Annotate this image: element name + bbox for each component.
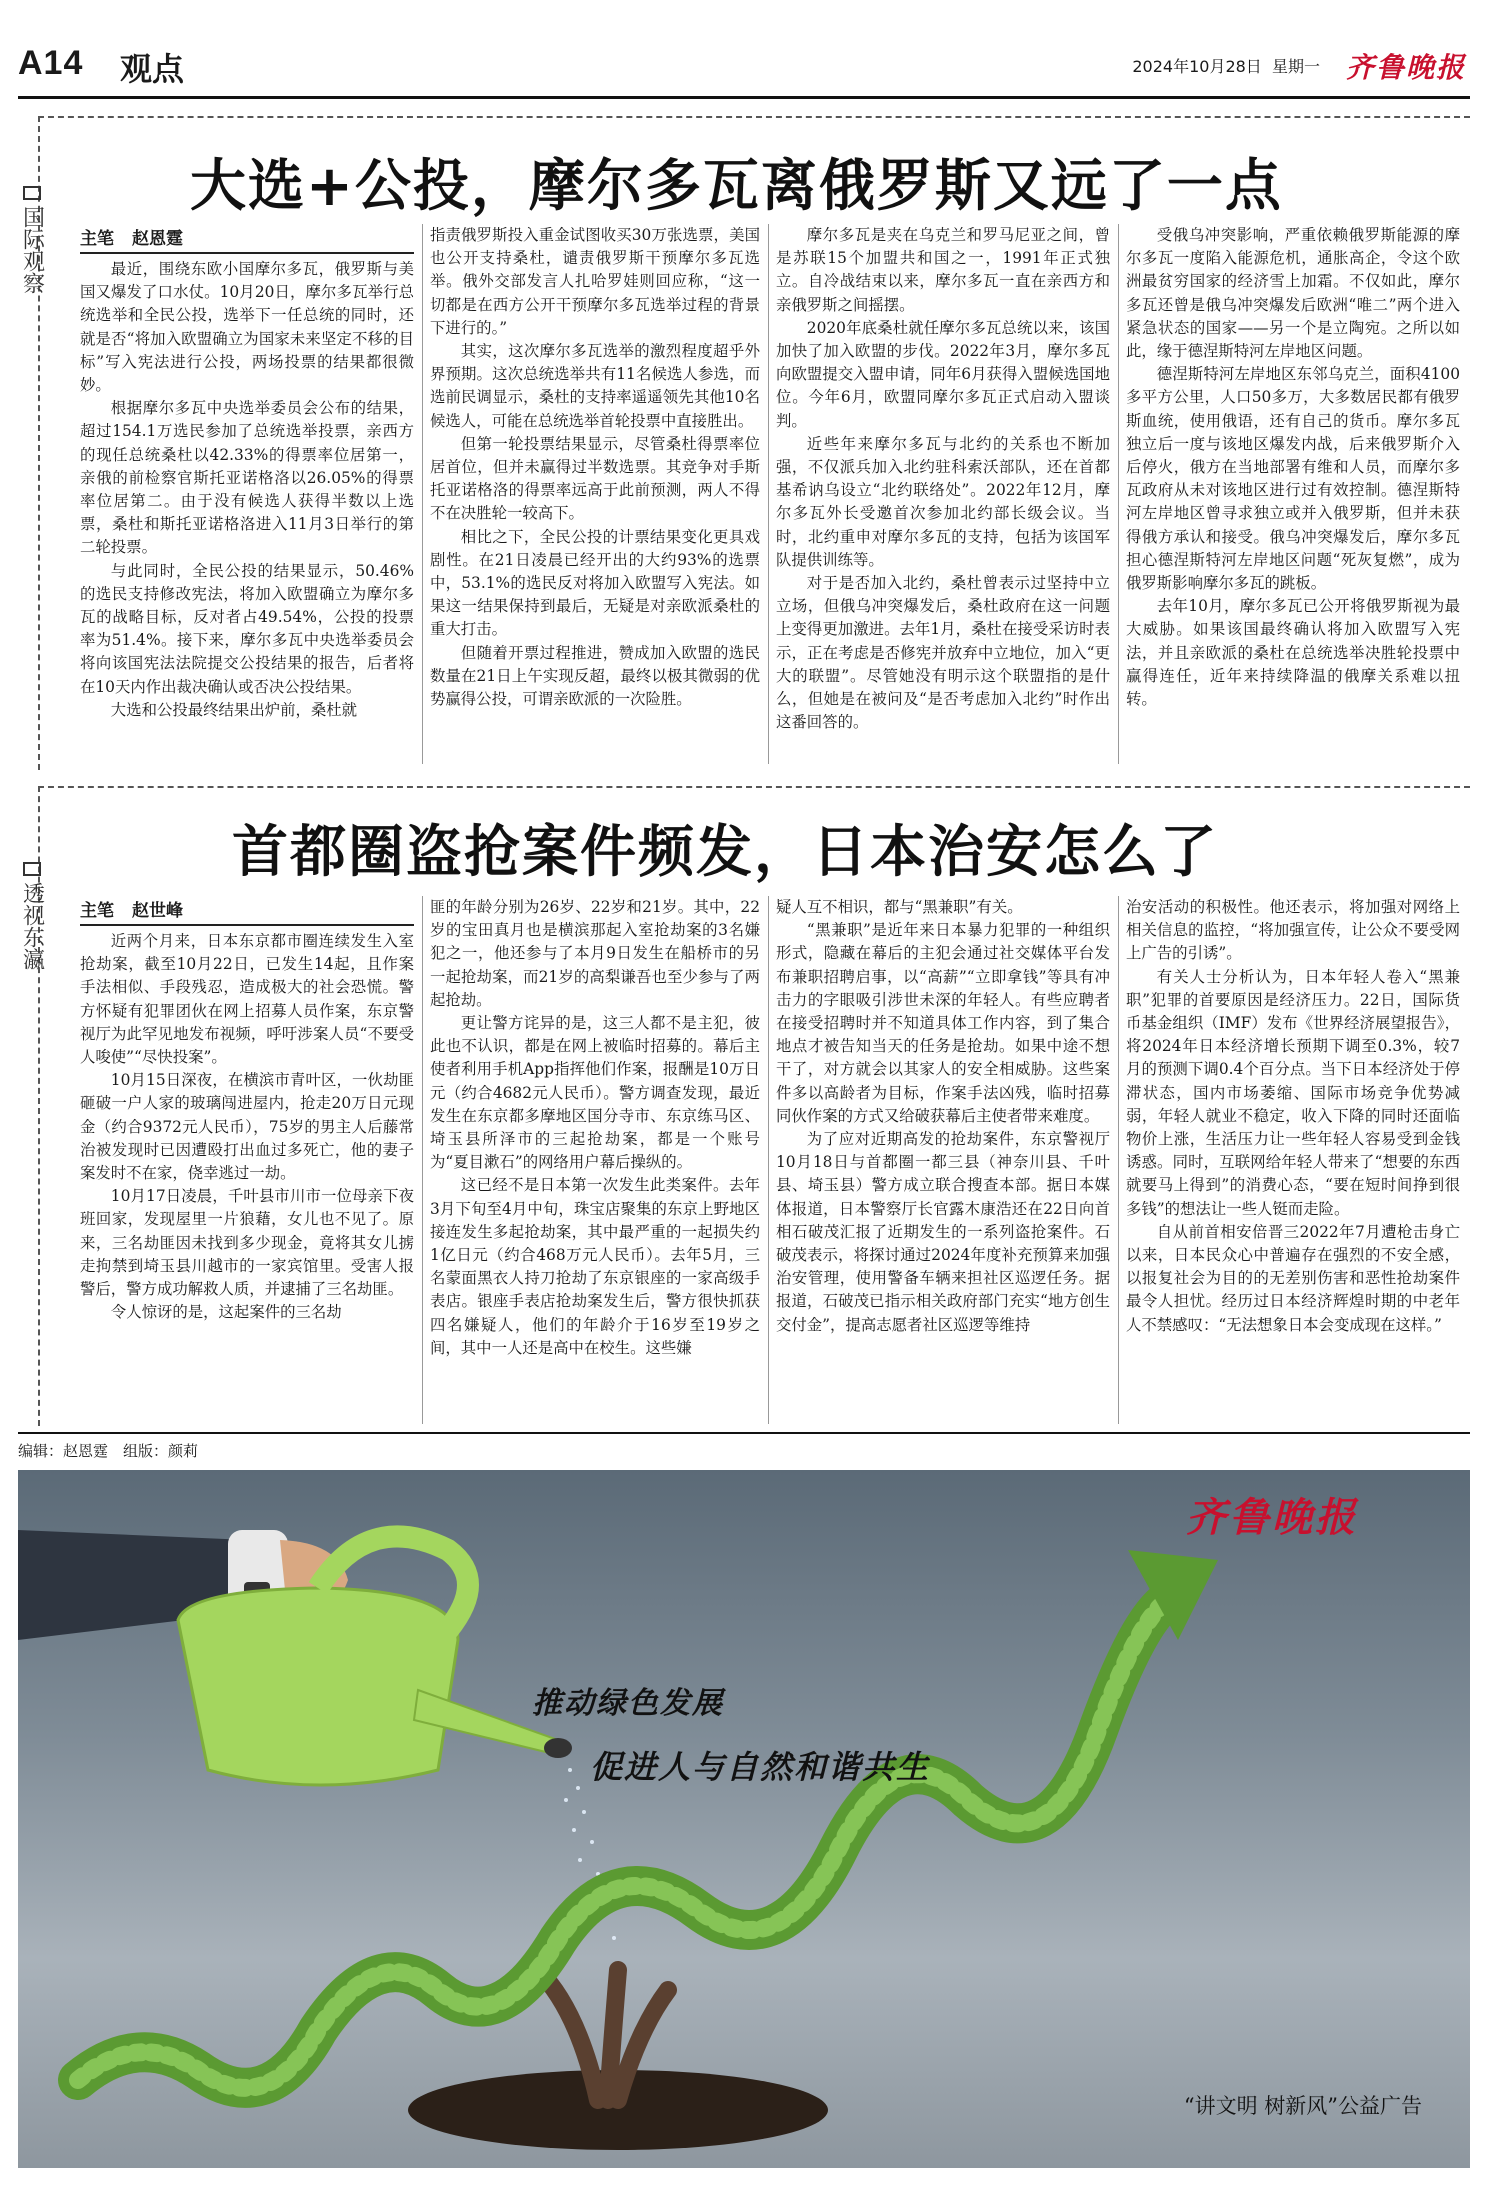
paragraph: 近两个月来，日本东京都市圈连续发生入室抢劫案，截至10月22日，已发生14起，且作案手法相似、手段残忍，造成极大的社会恐慌。警方怀疑有犯罪团伙在网上招募人员作案，东京警视厅为此罕见地发布视频，呼吁涉案人员“不要受人唆使”“尽快投案”。 bbox=[80, 932, 414, 1067]
paragraph: 匪的年龄分别为26岁、22岁和21岁。其中，22岁的宝田真月也是横滨那起入室抢劫案的3名嫌犯之一，他还参与了本月9日发生在船桥市的另一起抢劫案，而21岁的高梨谦吾也至少参与了两起抢劫。 bbox=[430, 898, 760, 1009]
weekday-text: 星期一 bbox=[1271, 57, 1320, 76]
article1-headline: 大选+公投，摩尔多瓦离俄罗斯又远了一点 bbox=[190, 154, 1283, 219]
paragraph: 受俄乌冲突影响，严重依赖俄罗斯能源的摩尔多瓦一度陷入能源危机，通胀高企，令这个欧洲最贫穷国家的经济雪上加霜。不仅如此，摩尔多瓦还曾是俄乌冲突爆发后欧洲“唯二”两个进入紧急状态的国家——另一个是立陶宛。之所以如此，缘于德涅斯特河左岸地区问题。 bbox=[1126, 226, 1460, 361]
ad-illustration bbox=[18, 1470, 1470, 2168]
paragraph: 指责俄罗斯投入重金试图收买30万张选票，美国也公开支持桑杜，谴责俄罗斯干预摩尔多瓦选举。俄外交部发言人扎哈罗娃则回应称，“这一切都是在西方公开干预摩尔多瓦选举过程的背景下进行的。” bbox=[430, 226, 760, 337]
article2-column-4 bbox=[1126, 896, 1460, 1424]
issue-date bbox=[1132, 54, 1320, 77]
paragraph: 摩尔多瓦是夹在乌克兰和罗马尼亚之间，曾是苏联15个加盟共和国之一，1991年正式独立。自冷战结束以来，摩尔多瓦一直在亲西方和亲俄罗斯之间摇摆。 bbox=[776, 226, 1110, 314]
article1-column-1 bbox=[80, 258, 414, 764]
article2-byline bbox=[80, 896, 414, 926]
label-box-icon bbox=[23, 862, 41, 876]
article2-column-1 bbox=[80, 930, 414, 1424]
paragraph: 相比之下，全民公投的计票结果变化更具戏剧性。在21日凌晨已经开出的大约93%的选票中，53.1%的选民反对将加入欧盟写入宪法。如果这一结果保持到最后，无疑是对亲欧派桑杜的重大打击。 bbox=[430, 527, 760, 639]
paragraph: 疑人互不相识，都与“黑兼职”有关。 bbox=[776, 898, 1023, 916]
byline-name: 赵世峰 bbox=[132, 901, 183, 921]
paragraph: 更让警方诧异的是，这三人都不是主犯，彼此也不认识，都是在网上被临时招募的。幕后主使者利用手机App指挥他们作案，报酬是10万日元（约合4682元人民币）。警方调查发现，最近发生在东京都多摩地区国分寺市、东京练马区、埼玉县所泽市的三起抢劫案，都是一个账号为“夏目漱石”的网络用户幕后操纵的。 bbox=[430, 1014, 760, 1172]
paragraph: 治安活动的积极性。他还表示，将加强对网络上相关信息的监控，“将加强宣传，让公众不要受网上广告的引诱”。 bbox=[1126, 898, 1460, 963]
spout-nozzle bbox=[544, 1738, 572, 1758]
paragraph: 近些年来摩尔多瓦与北约的关系也不断加强，不仅派兵加入北约驻科索沃部队，还在首都基希讷乌设立“北约联络处”。2022年12月，摩尔多瓦外长受邀首次参加北约部长级会议。当时，北约重申对摩尔多瓦的支持，包括为该国军队提供训练等。 bbox=[776, 434, 1110, 569]
paragraph: 大选和公投最终结果出炉前，桑杜就 bbox=[110, 700, 358, 719]
column-divider bbox=[768, 896, 769, 1424]
paragraph: 10月15日深夜，在横滨市青叶区，一伙劫匪砸破一户人家的玻璃闯进屋内，抢走20万日元现金（约合9372元人民币），75岁的男主人后藤常治被发现时已因遭殴打出血过多死亡，他的妻子案发时不在家，侥幸逃过一劫。 bbox=[80, 1071, 414, 1183]
paragraph: 但第一轮投票结果显示，尽管桑杜得票率位居首位，但并未赢得过半数选票。其竞争对手斯托亚诺格洛的得票率远高于此前预测，两人不得不在决胜轮一较高下。 bbox=[430, 434, 760, 523]
paragraph: 德涅斯特河左岸地区东邻乌克兰，面积4100多平方公里，人口50多万，大多数居民都有俄罗斯血统，使用俄语，还有自己的货币。摩尔多瓦独立后一度与该地区爆发内战，后来俄罗斯介入后停火，俄方在当地部署有维和人员，而摩尔多瓦政府从未对该地区进行过有效控制。德涅斯特河左岸地区曾寻求独立或并入俄罗斯，但并未获得俄方承认和接受。俄乌冲突爆发后，摩尔多瓦担心德涅斯特河左岸地区问题“死灰复燃”，成为俄罗斯影响摩尔多瓦的跳板。 bbox=[1126, 365, 1460, 593]
page-number: A14 bbox=[18, 44, 84, 82]
ad-slogan-line-2: 促进人与自然和谐共生 bbox=[590, 1748, 931, 1786]
paragraph: 与此同时，全民公投的结果显示，50.46%的选民支持修改宪法，将加入欧盟确立为摩尔多瓦的战略目标，反对者占49.54%，公投的投票率为51.4%。接下来，摩尔多瓦中央选举委员会将向该国宪法法院提交公投结果的报告，后者将在10天内作出裁决确认或否决公投结果。 bbox=[80, 561, 414, 696]
article1-column-2 bbox=[430, 224, 760, 764]
column-divider bbox=[1118, 224, 1119, 764]
article2-headline: 首都圈盗抢案件频发，日本治安怎么了 bbox=[232, 820, 1218, 885]
section-name: 观点 bbox=[120, 50, 185, 88]
public-service-ad bbox=[18, 1470, 1470, 2168]
column-divider bbox=[422, 224, 423, 764]
paragraph: 这已经不是日本第一次发生此类案件。去年3月下旬至4月中旬，珠宝店聚集的东京上野地区接连发生多起抢劫案，其中最严重的一起损失约1亿日元（约合468万元人民币）。去年5月，三名蒙面黑衣人持刀抢劫了东京银座的一家高级手表店。银座手表店抢劫案发生后，警方很快抓获四名嫌疑人，他们的年龄介于16岁至19岁之间，其中一人还是高中在校生。这些嫌 bbox=[430, 1176, 760, 1357]
paragraph: 去年10月，摩尔多瓦已公开将俄罗斯视为最大威胁。如果该国最终确认将加入欧盟写入宪法，并且亲欧派的桑杜在总统选举决胜轮投票中赢得连任，近年来持续降温的俄摩关系难以扭转。 bbox=[1126, 597, 1460, 709]
paragraph: 最近，围绕东欧小国摩尔多瓦，俄罗斯与美国又爆发了口水仗。10月20日，摩尔多瓦举行总统选举和全民公投，选举下一任总统的同时，还就是否“将加入欧盟确立为国家未来坚定不移的目标”写入宪法进行公投，两场投票的结果都很微妙。 bbox=[80, 260, 414, 395]
paragraph: 对于是否加入北约，桑杜曾表示过坚持中立立场，但俄乌冲突爆发后，桑杜政府在这一问题上变得更加激进。去年1月，桑杜在接受采访时表示，正在考虑是否修宪并放弃中立地位，加入“更大的联盟”。尽管她没有明示这个联盟指的是什么，但她是在被问及“是否考虑加入北约”时作出这番回答的。 bbox=[776, 574, 1110, 732]
paragraph: 10月17日凌晨，千叶县市川市一位母亲下夜班回家，发现屋里一片狼藉，女儿也不见了。原来，三名劫匪因未找到多少现金，竟将其女儿掳走拘禁到埼玉县川越市的一家宾馆里。受害人报警后，警方成功解救人质，并逮捕了三名劫匪。 bbox=[80, 1187, 414, 1299]
date-text: 2024年10月28日 bbox=[1132, 57, 1262, 76]
ad-slogan-line-1: 推动绿色发展 bbox=[532, 1686, 724, 1721]
article1-column-3 bbox=[776, 224, 1110, 764]
article1-byline bbox=[80, 224, 414, 254]
label-box-icon bbox=[23, 186, 41, 200]
header-rule bbox=[18, 96, 1470, 99]
paragraph: 有关人士分析认为，日本年轻人卷入“黑兼职”犯罪的首要原因是经济压力。22日，国际货币基金组织（IMF）发布《世界经济展望报告》，将2024年日本经济增长预期下调至0.3%，较7月的预测下调0.4个百分点。当下日本经济处于停滞状态，国内市场萎缩、国际市场竞争优势减弱，年轻人就业不稳定，收入下降的同时还面临物价上涨，生活压力让一些年轻人容易受到金钱诱惑。同时，互联网给年轻人带来了“想要的东西就要马上得到”的消费心态，“要在短时间挣到很多钱”的想法让一些人铤而走险。 bbox=[1126, 967, 1460, 1218]
article1-column-4 bbox=[1126, 224, 1460, 764]
byline-role: 主笔 bbox=[80, 901, 114, 921]
paragraph: 为了应对近期高发的抢劫案件，东京警视厅10月18日与首都圈一都三县（神奈川县、千叶县、埼玉县）警方成立联合搜查本部。据日本媒体报道，日本警察厅长官露木康浩还在22日向首相石破茂汇报了近期发生的一系列盗抢案件。石破茂表示，将探讨通过2024年度补充预算来加强治安管理，使用警备车辆来担社区巡逻任务。据报道，石破茂已指示相关政府部门充实“地方创生交付金”，提高志愿者社区巡逻等维持 bbox=[776, 1130, 1110, 1334]
paragraph: 但随着开票过程推进，赞成加入欧盟的选民数量在21日上午实现反超，最终以极其微弱的优势赢得公投，可谓亲欧派的一次险胜。 bbox=[430, 643, 760, 709]
byline-name: 赵恩霆 bbox=[132, 229, 183, 249]
column-divider bbox=[768, 224, 769, 764]
masthead bbox=[18, 44, 1470, 96]
paragraph: 令人惊讶的是，这起案件的三名劫 bbox=[110, 1303, 342, 1322]
paragraph: 其实，这次摩尔多瓦选举的激烈程度超乎外界预期。这次总统选举共有11名候选人参选，而选前民调显示，桑杜的支持率遥遥领先其他10名候选人，可能在总统选举首轮投票中直接胜出。 bbox=[430, 342, 760, 430]
paragraph: “黑兼职”是近年来日本暴力犯罪的一种组织形式，隐藏在幕后的主犯会通过社交媒体平台发布兼职招聘启事，以“高薪”“立即拿钱”等具有冲击力的字眼吸引涉世未深的年轻人。有些应聘者在接受招聘时并不知道具体工作内容，到了集合地点才被告知当天的任务是抢劫。如果中途不想干了，对方就会以其家人的安全相威胁。这些案件多以高龄者为目标，作案手法凶残，临时招募同伙作案的方式又给破获幕后主使者带来难度。 bbox=[776, 921, 1110, 1125]
column-divider bbox=[1118, 896, 1119, 1424]
article2-column-3 bbox=[776, 896, 1110, 1424]
column-divider bbox=[422, 896, 423, 1424]
paragraph: 根据摩尔多瓦中央选举委员会公布的结果，超过154.1万选民参加了总统选举投票，亲西方的现任总统桑杜以42.33%的得票率位居第一，亲俄的前检察官斯托亚诺格洛以26.05%的得票率位居第二。由于没有候选人获得半数以上选票，桑杜和斯托亚诺格洛进入11月3日举行的第二轮投票。 bbox=[80, 399, 414, 557]
paragraph: 2020年底桑杜就任摩尔多瓦总统以来，该国加快了加入欧盟的步伐。2022年3月，摩尔多瓦向欧盟提交入盟申请，同年6月获得入盟候选国地位。今年6月，欧盟同摩尔多瓦正式启动入盟谈判。 bbox=[776, 318, 1110, 430]
newspaper-logo: 齐鲁晚报 bbox=[1345, 51, 1466, 84]
watering-can-icon bbox=[178, 1588, 458, 1785]
editor-credits: 编辑：赵恩霆 组版：颜莉 bbox=[18, 1432, 1470, 1461]
ad-logo: 齐鲁晚报 bbox=[1186, 1494, 1358, 1541]
article2-column-label: 透视东瀛 bbox=[18, 862, 46, 976]
article1-column-label: 国际观察 bbox=[18, 186, 46, 300]
byline-role: 主笔 bbox=[80, 229, 114, 249]
article2-column-2 bbox=[430, 896, 760, 1424]
ad-footer-text: “讲文明 树新风”公益广告 bbox=[1183, 2094, 1422, 2118]
paragraph: 自从前首相安倍晋三2022年7月遭枪击身亡以来，日本民众心中普遍存在强烈的不安全感，以报复社会为目的的无差别伤害和恶性抢劫案件最令人担忧。经历过日本经济辉煌时期的中老年人不禁感叹：“无法想象日本会变成现在这样。” bbox=[1126, 1222, 1460, 1334]
